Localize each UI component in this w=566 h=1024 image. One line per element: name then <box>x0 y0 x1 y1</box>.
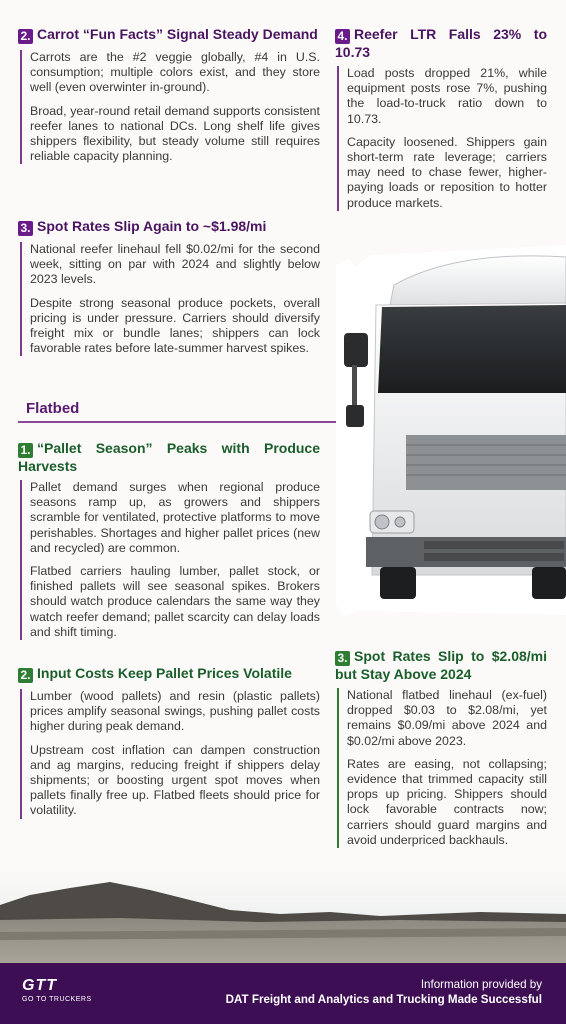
front-wheel-right <box>532 567 566 599</box>
spot-flatbed-body <box>337 688 547 848</box>
input-costs-number-badge: 2. <box>18 668 33 683</box>
spot-flatbed-heading <box>335 648 547 682</box>
spot-flatbed-title: Spot Rates Slip to $2.08/mi but Stay Above 2024 <box>335 648 547 682</box>
spot-reefer-section <box>18 218 320 356</box>
spot-reefer-title: Spot Rates Slip Again to ~$1.98/mi <box>37 218 267 234</box>
input-costs-section <box>18 665 320 819</box>
section-divider <box>18 421 348 423</box>
spot-reefer-para-2: Despite strong seasonal produce pockets, overall pricing is under pressure. Carriers should diversify freight mix or bundle lanes; shippers can lock favorable rates before late-summer harvest spikes. <box>30 295 320 356</box>
input-costs-title: Input Costs Keep Pallet Prices Volatile <box>37 665 292 681</box>
pallet-title: “Pallet Season” Peaks with Produce Harvests <box>18 440 320 474</box>
reefer-ltr-heading <box>335 26 547 60</box>
input-costs-heading <box>18 665 320 683</box>
pallet-number-badge: 1. <box>18 443 33 458</box>
carrot-title: Carrot “Fun Facts” Signal Steady Demand <box>37 26 318 42</box>
credit-line-1: Information provided by <box>420 978 542 991</box>
ground <box>0 918 566 965</box>
carrot-heading <box>18 26 320 44</box>
pallet-para-2: Flatbed carriers hauling lumber, pallet stock, or finished pallets will see seasonal spikes. Brokers should watch produce calendars the same way they watch reefer demand; pallet scarcity can delay loads and shift timing. <box>30 564 320 639</box>
spot-reefer-body <box>20 242 320 356</box>
landscape-illustration <box>0 870 566 965</box>
pallet-para-1: Pallet demand surges when regional produce seasons ramp up, as growers and shippers scramble for ventilated, protective platforms to move perishables. Shortages and higher pallet prices (new and recycled) are common. <box>30 480 320 555</box>
carrot-number-badge: 2. <box>18 29 33 44</box>
spot-reefer-number-badge: 3. <box>18 221 33 236</box>
logo-letters: GTT <box>22 977 57 994</box>
footer-credit <box>226 977 542 1007</box>
reefer-ltr-para-1: Load posts dropped 21%, while equipment posts rose 7%, pushing the load-to-truck ratio down to 10.73. <box>347 66 547 126</box>
reefer-ltr-body <box>337 66 547 211</box>
flatbed-section-label: Flatbed <box>26 400 80 417</box>
spot-flatbed-para-2: Rates are easing, not collapsing; evidence that trimmed capacity still props up pricing. Shippers should lock favorable contracts now; carriers should guard margins and avoid underpriced backhauls. <box>347 756 547 847</box>
input-costs-body <box>20 689 320 819</box>
reefer-ltr-number-badge: 4. <box>335 29 350 44</box>
input-costs-para-2: Upstream cost inflation can dampen construction and ag margins, reducing freight if shippers delay shipments; or boosting urgent spot moves when pallets finally free up. Flatbed fleets should price for volatility. <box>30 742 320 818</box>
spot-reefer-para-1: National reefer linehaul fell $0.02/mi for the second week, sitting on par with 2024 and slightly below 2023 levels. <box>30 242 320 287</box>
carrot-section <box>18 26 320 164</box>
truck-windshield <box>378 305 566 393</box>
mirror-arm <box>352 365 357 405</box>
reefer-ltr-title: Reefer LTR Falls 23% to 10.73 <box>335 26 547 60</box>
truck-illustration <box>336 245 566 615</box>
pallet-body <box>20 480 320 640</box>
spot-flatbed-number-badge: 3. <box>335 651 350 666</box>
spot-flatbed-para-1: National flatbed linehaul (ex-fuel) dropped $0.03 to $2.08/mi, yet remains $0.09/mi above 2024 and $0.02/mi above 2023. <box>347 688 547 748</box>
carrot-para-1: Carrots are the #2 veggie globally, #4 in U.S. consumption; multiple colors exist, and they store well (even overwinter in-ground). <box>30 50 320 95</box>
spot-reefer-heading <box>18 218 320 236</box>
pallet-heading <box>18 440 320 474</box>
truck-grille <box>406 435 566 490</box>
spot-flatbed-section <box>335 648 547 848</box>
footer <box>0 963 566 1024</box>
pallet-section <box>18 440 320 640</box>
input-costs-para-1: Lumber (wood pallets) and resin (plastic pallets) prices amplify seasonal swings, pushing pallet costs higher during peak demand. <box>30 689 320 734</box>
carrot-body <box>20 50 320 164</box>
lower-mirror <box>346 405 364 427</box>
carrot-para-2: Broad, year-round retail demand supports consistent reefer lanes to national DCs. Long shelf life gives shippers flexibility, but steady volume still requires reliable capacity planning. <box>30 103 320 164</box>
credit-line-2: DAT Freight and Analytics and Trucking Made Successful <box>225 993 542 1006</box>
logo-text: GO TO TRUCKERS <box>22 996 92 1003</box>
go-to-truckers-logo[interactable] <box>22 978 92 1003</box>
reefer-ltr-section <box>335 26 547 211</box>
reefer-ltr-para-2: Capacity loosened. Shippers gain short-term rate leverage; carriers may need to chase fewer, higher-paying loads or reposition to hotter produce markets. <box>347 134 547 210</box>
left-mirror <box>344 333 368 367</box>
front-wheel <box>380 567 416 599</box>
